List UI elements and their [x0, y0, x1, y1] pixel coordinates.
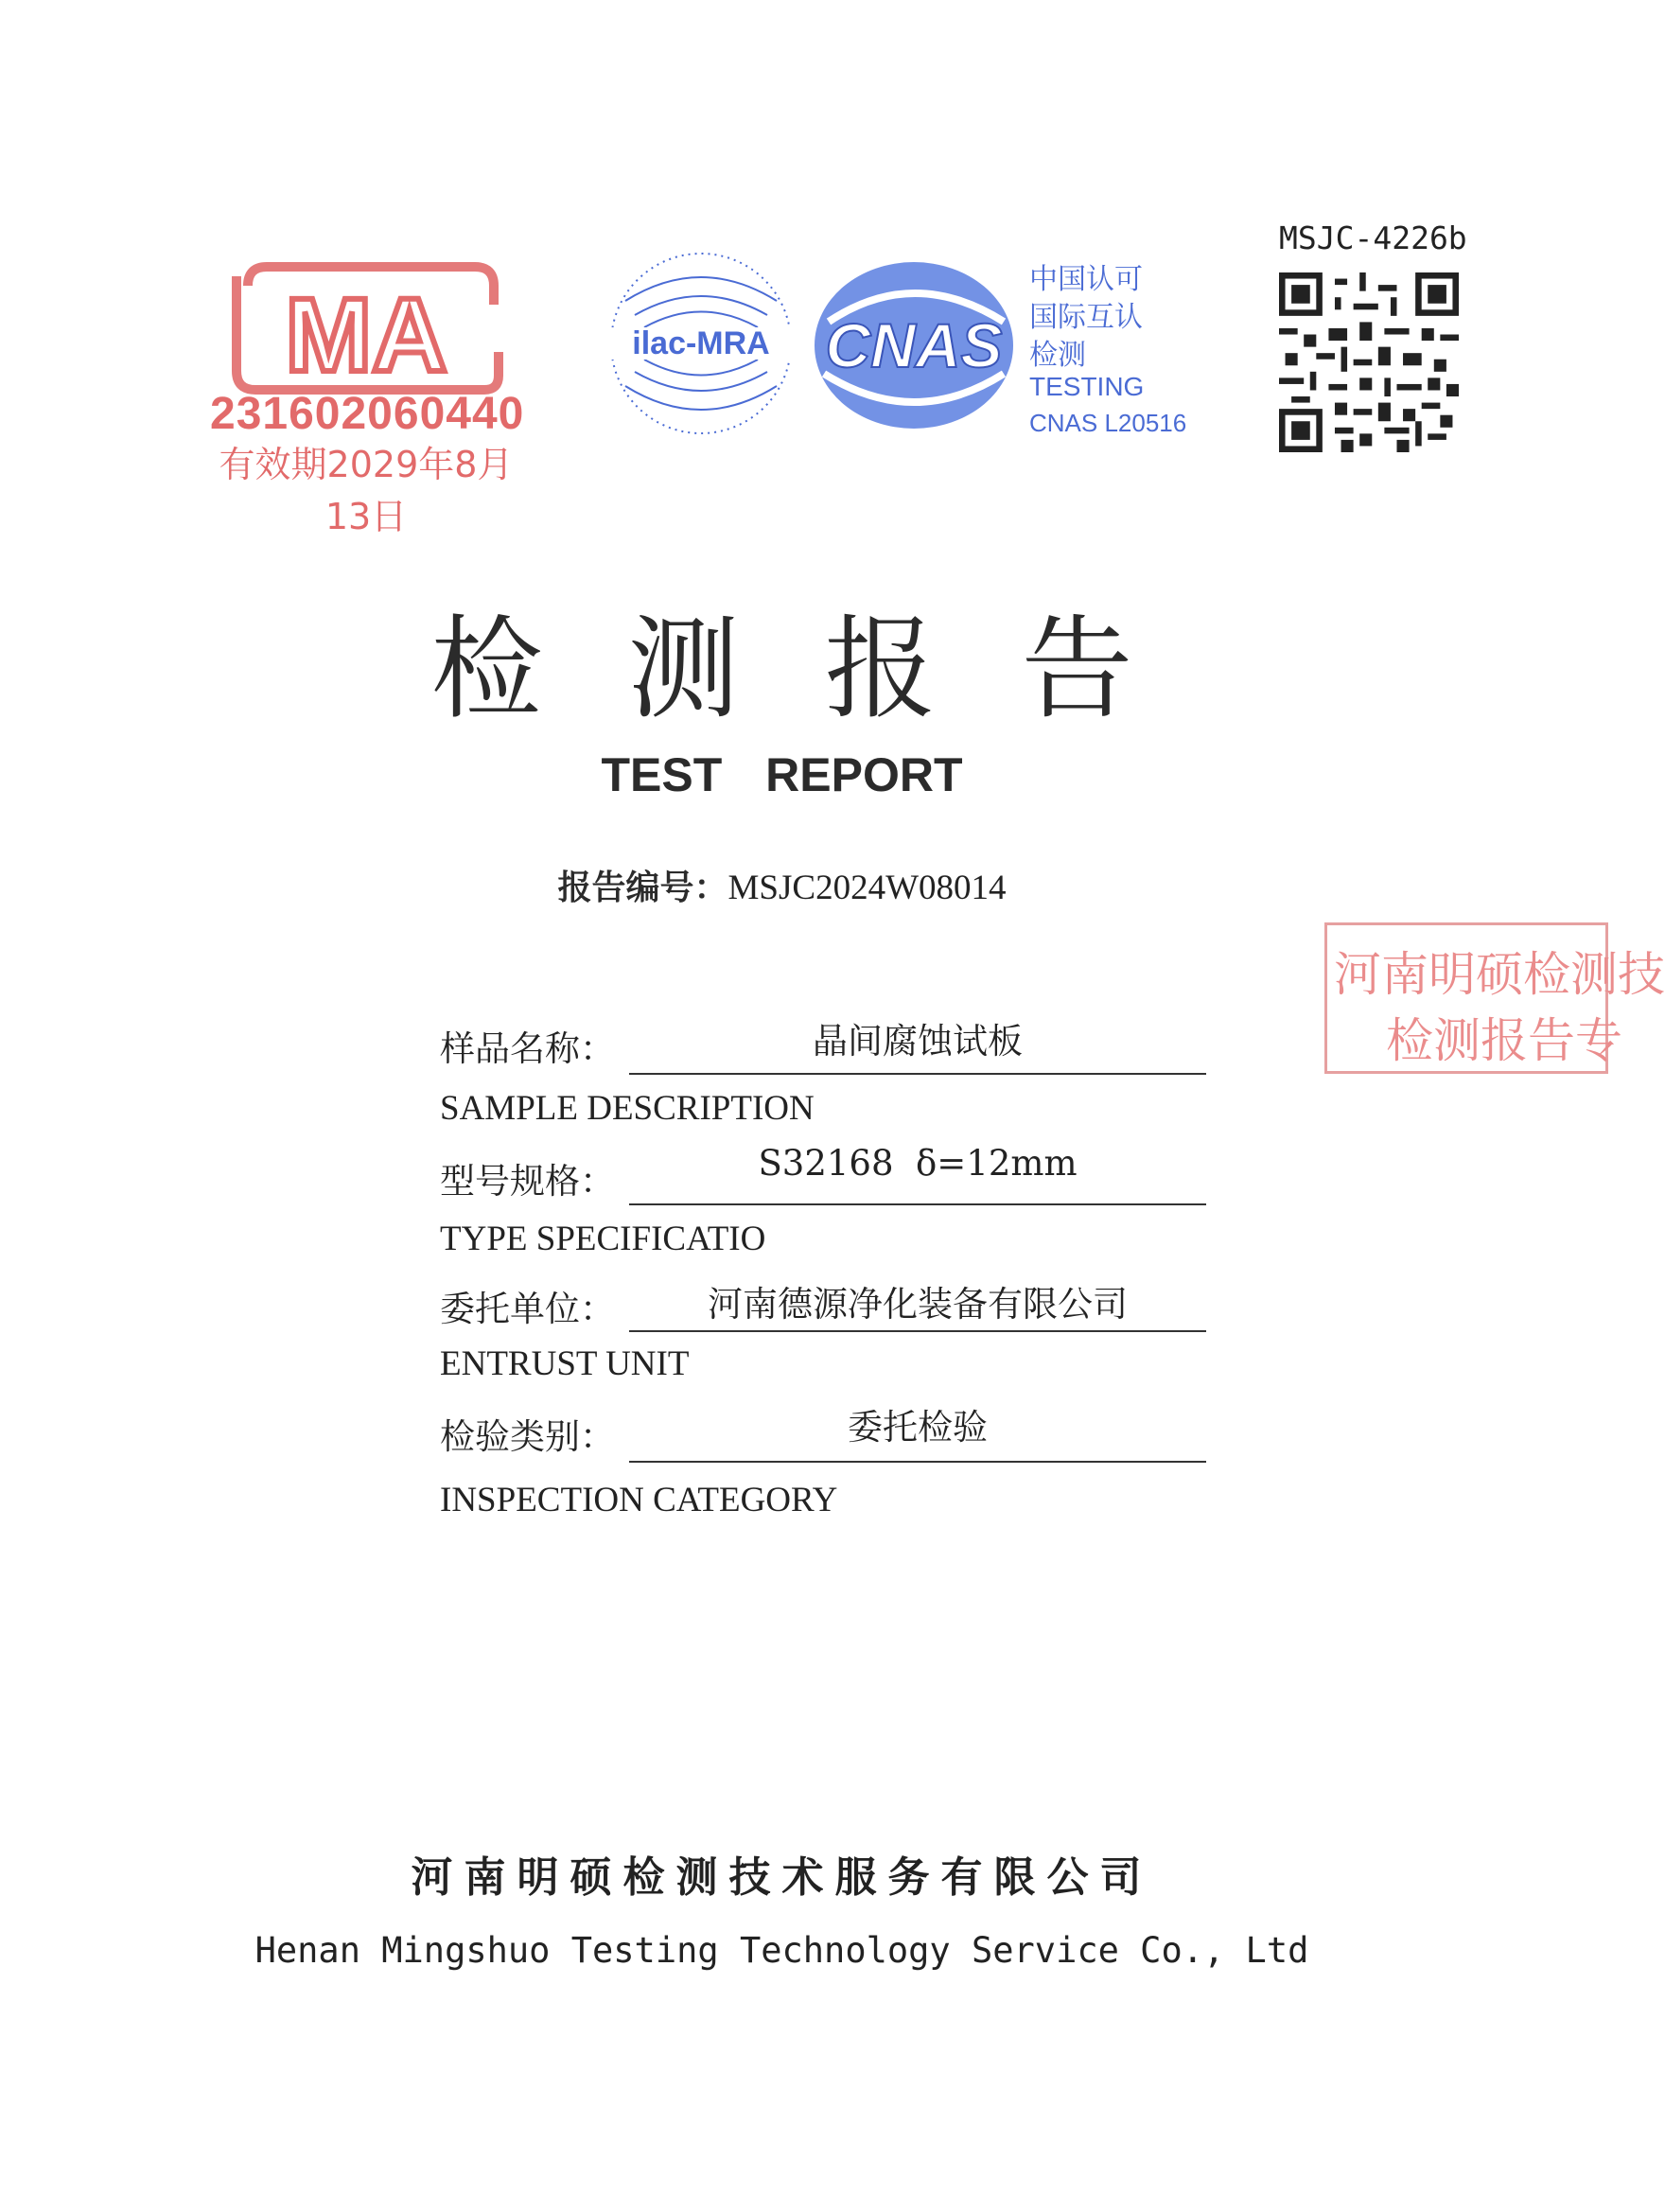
category-value: 委托检验 [848, 1407, 988, 1448]
sample-underline [629, 1073, 1206, 1075]
company-name-cn: 河南明硕检测技术服务有限公司 [411, 1853, 1153, 1902]
cma-number: 231602060440 [210, 389, 525, 439]
category-label-en: INSPECTION CATEGORY [440, 1481, 838, 1519]
cnas-number: CNAS L20516 [1029, 409, 1187, 437]
side-stamp-line1: 河南明硕检测技 [1334, 947, 1665, 1002]
category-label-cn: 检验类别： [440, 1416, 615, 1457]
page-title-cn: 检测报告 [430, 604, 1218, 734]
category-underline [629, 1461, 1206, 1463]
ilac-mra-logo [602, 244, 800, 443]
sample-value: 晶间腐蚀试板 [813, 1021, 1023, 1062]
entrust-label-en: ENTRUST UNIT [440, 1344, 690, 1383]
cnas-text-2: 国际互认 [1029, 301, 1143, 334]
sample-label-en: SAMPLE DESCRIPTION [440, 1089, 815, 1128]
company-name-en: Henan Mingshuo Testing Technology Service Co., Ltd [254, 1930, 1309, 1971]
type-label-en: TYPE SPECIFICATIO [440, 1220, 766, 1258]
page-title-en: TEST REPORT [601, 748, 963, 801]
report-number-value: MSJC2024W08014 [727, 869, 1007, 907]
type-underline [629, 1203, 1206, 1205]
cnas-testing: TESTING [1029, 372, 1145, 401]
ilac-logo-text: ilac-MRA [632, 325, 770, 361]
report-number-label: 报告编号： [557, 869, 728, 907]
side-stamp-line2: 检测报告专 [1386, 1013, 1622, 1068]
report-number [0, 861, 1564, 909]
entrust-label-cn: 委托单位： [440, 1289, 615, 1329]
cnas-logo [800, 255, 1027, 435]
entrust-value: 河南德源净化装备有限公司 [708, 1284, 1128, 1325]
sample-label-cn: 样品名称： [440, 1028, 615, 1069]
qr-code-icon [1279, 272, 1459, 452]
cnas-logo-text: CNAS [825, 310, 1003, 380]
cnas-text-3: 检测 [1029, 339, 1086, 372]
document-code: MSJC-4226b [1279, 219, 1467, 256]
cma-logo-text: MA [285, 277, 447, 394]
type-label-cn: 型号规格： [440, 1161, 615, 1202]
entrust-underline [629, 1330, 1206, 1332]
cma-validity: 有效期2029年8月13日 [219, 444, 514, 537]
type-value: S32168 δ=12mm [758, 1143, 1078, 1184]
cnas-text-1: 中国认可 [1029, 263, 1143, 296]
